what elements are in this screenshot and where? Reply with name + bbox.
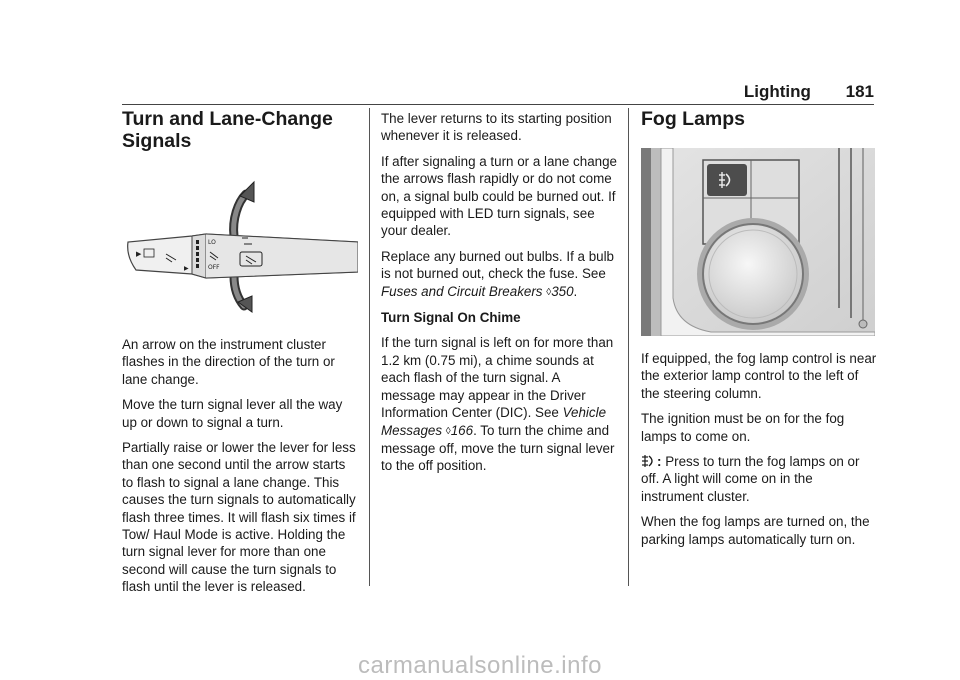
column-divider-1 (369, 108, 370, 586)
label-off: OFF (208, 264, 220, 271)
fog-lamp-icon (641, 453, 657, 469)
paragraph: Partially raise or lower the lever for less than one second until the arrow starts to flash to signal a lane change. This causes the turn signals to automatically flash three times. It will flash six times if Tow/ Haul Mode is active. Holding the turn signal lever for more than one second will cause the turn signals to flash until the lever is released. (122, 440, 356, 595)
heading-line-2: Signals (122, 130, 192, 152)
page-reference[interactable]: 166 (450, 422, 474, 438)
paragraph-text: If the turn signal is left on for more than 1.2 km (0.75 mi), a chime sounds at each flash of the turn signal. A message may appear in the Driver Information Center (DIC). See (381, 335, 614, 421)
arrow-up-icon (234, 182, 254, 236)
turn-signal-lever-illustration (122, 174, 358, 314)
paragraph: If after signaling a turn or a lane change the arrows flash rapidly or do not come on, a signal bulb could be burned out. If equipped with LED turn signals, see your dealer. (381, 153, 617, 239)
paragraph: The lever returns to its starting position whenever it is released. (381, 111, 612, 144)
column-turn-signals-continued (381, 110, 617, 483)
subheading-turn-signal-chime: Turn Signal On Chime (381, 310, 521, 326)
icon-colon: : (657, 454, 662, 470)
watermark: carmanualsonline.info (358, 652, 602, 679)
paragraph: When the fog lamps are turned on, the parking lamps automatically turn on. (641, 514, 870, 547)
paragraph-text: Replace any burned out bulbs. If a bulb is not burned out, check the fuse. See (381, 248, 615, 282)
paragraph: Move the turn signal lever all the way up or down to signal a turn. (122, 397, 343, 430)
paragraph: An arrow on the instrument cluster flashes in the direction of the turn or lane change. (122, 337, 335, 387)
heading-line-1: Turn and Lane-Change (122, 108, 333, 130)
paragraph-text: Press to turn the fog lamps on or off. A light will come on in the instrument cluster. (641, 454, 860, 504)
section-title: Lighting (743, 82, 811, 101)
svg-text:▶: ▶ (184, 265, 189, 272)
page-reference-symbol: ◊ (546, 286, 552, 298)
paragraph (641, 453, 877, 505)
column-turn-signals (122, 108, 358, 604)
paragraph-text: . (573, 283, 578, 299)
paragraph: If equipped, the fog lamp control is near the exterior lamp control to the left of the steering column. (641, 351, 877, 401)
paragraph (381, 334, 617, 474)
svg-text:▶: ▶ (136, 250, 142, 258)
heading-turn-signals (122, 108, 358, 152)
page-header (744, 82, 874, 102)
paragraph: The ignition must be on for the fog lamps to come on. (641, 411, 845, 444)
column-divider-2 (628, 108, 629, 586)
arrow-down-icon (234, 276, 252, 312)
heading-fog-lamps: Fog Lamps (641, 108, 746, 130)
column-fog-lamps (641, 108, 877, 556)
paragraph (381, 248, 617, 301)
page-reference-symbol: ◊ (445, 425, 451, 437)
cross-reference-link[interactable]: Vehicle Messages (381, 405, 607, 438)
header-rule (122, 104, 874, 105)
label-lo: LO (208, 239, 216, 246)
cross-reference-link[interactable]: Fuses and Circuit Breakers (381, 283, 543, 299)
paragraph-text: . To turn the chime and message off, move the turn signal lever to the off position. (381, 422, 615, 474)
fog-lamp-control-photo (641, 148, 875, 336)
page-reference[interactable]: 350 (551, 283, 574, 299)
page-number: 181 (845, 82, 874, 101)
